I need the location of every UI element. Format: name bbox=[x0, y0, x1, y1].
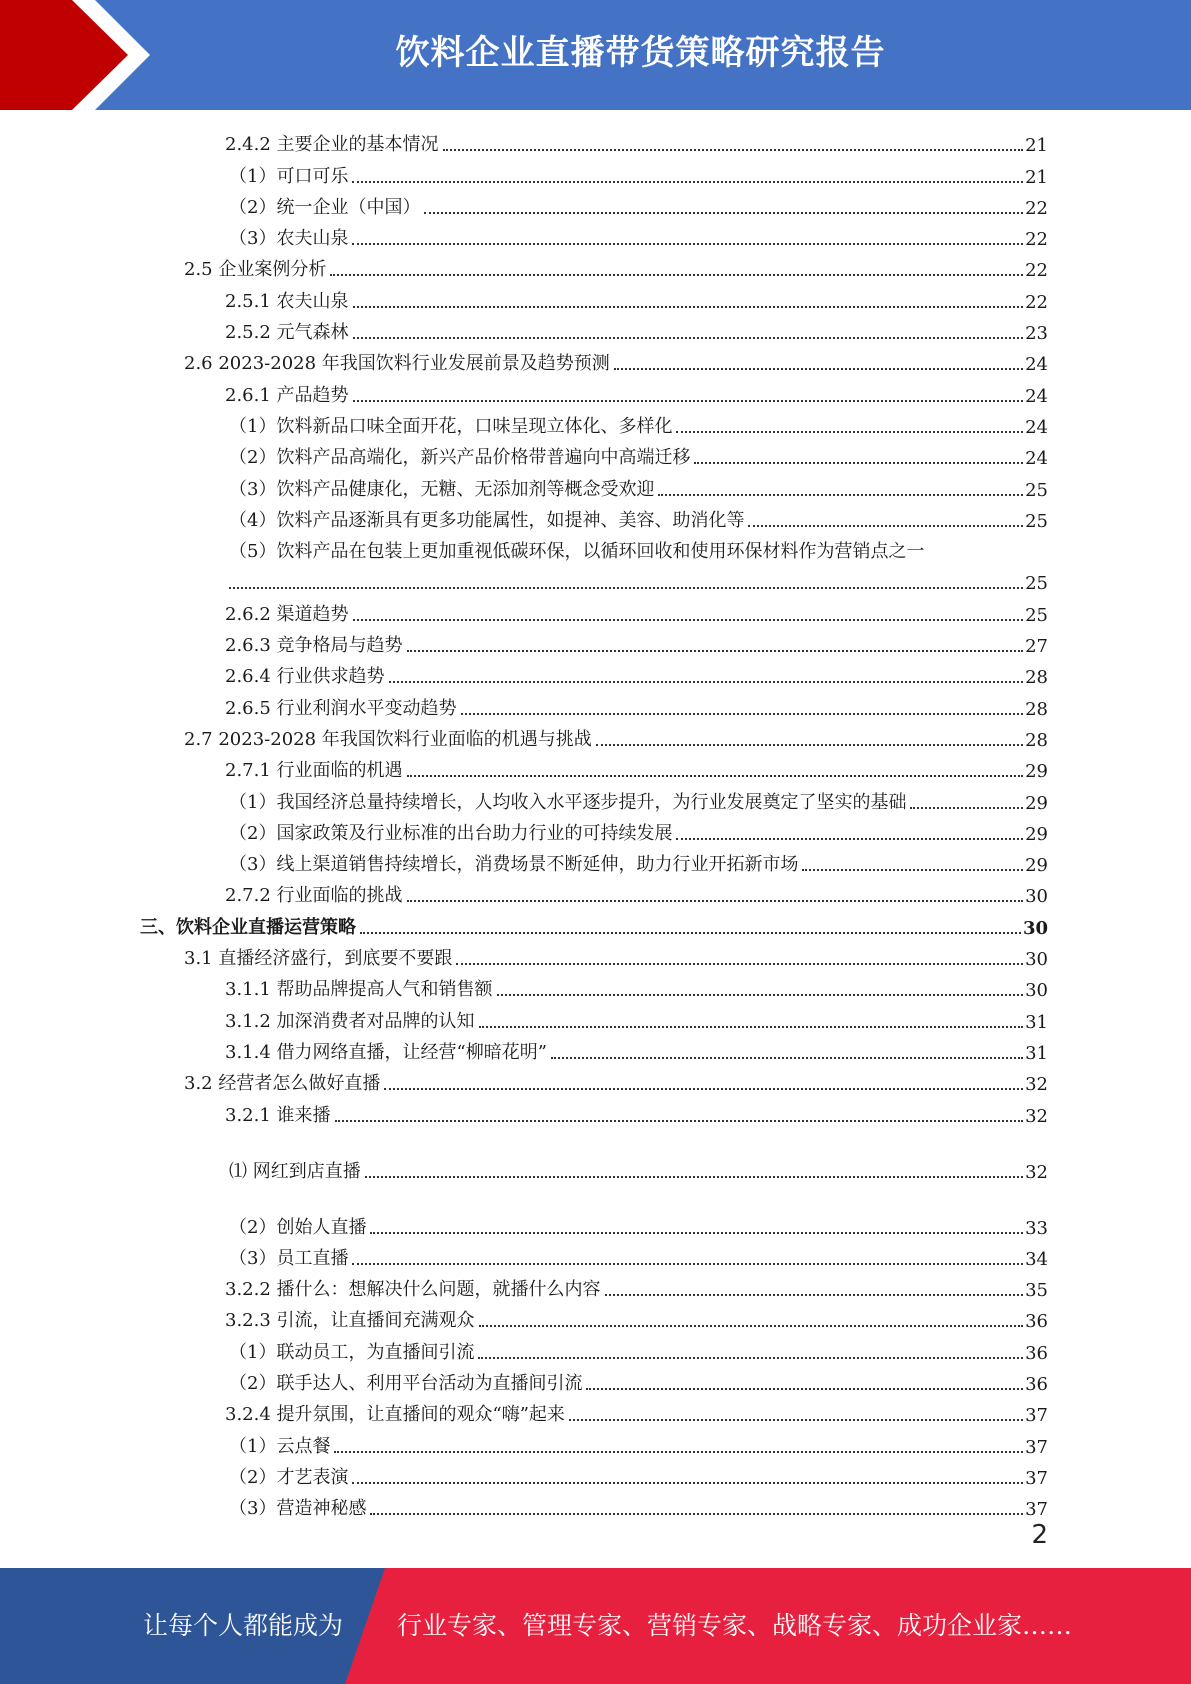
toc-dot-leader bbox=[479, 1325, 1024, 1327]
toc-entry[interactable] bbox=[140, 909, 1048, 940]
toc-entry-title: 2.6 2023-2028 年我国饮料行业发展前景及趋势预测 bbox=[184, 353, 610, 375]
toc-dot-leader bbox=[676, 431, 1023, 433]
toc-entry-title: 2.6.1 产品趋势 bbox=[225, 384, 349, 406]
toc-entry-title: 2.5 企业案例分析 bbox=[184, 259, 327, 281]
toc-entry-page: 28 bbox=[1025, 729, 1048, 751]
toc-entry[interactable] bbox=[140, 1366, 1048, 1397]
toc-dot-leader bbox=[330, 274, 1023, 276]
toc-entry-title: （3）线上渠道销售持续增长，消费场景不断延伸，助力行业开拓新市场 bbox=[229, 854, 799, 876]
toc-entry-title: 2.6.3 竞争格局与趋势 bbox=[225, 635, 403, 657]
toc-entry-title: 2.5.1 农夫山泉 bbox=[225, 290, 349, 312]
toc-entry-title: 3.1 直播经济盛行，到底要不要跟 bbox=[184, 948, 453, 970]
toc-entry[interactable] bbox=[140, 941, 1048, 972]
toc-dot-leader bbox=[910, 807, 1023, 809]
toc-dot-leader bbox=[407, 900, 1024, 902]
toc-entry-page: 29 bbox=[1025, 855, 1048, 877]
toc-entry-title: 2.5.2 元气森林 bbox=[225, 322, 349, 344]
toc-entry-title: 2.7.2 行业面临的挑战 bbox=[225, 885, 403, 907]
toc-entry[interactable] bbox=[140, 252, 1048, 283]
toc-entry-title: （2）联手达人、利用平台活动为直播间引流 bbox=[229, 1372, 583, 1394]
toc-entry-page: 22 bbox=[1025, 291, 1048, 313]
toc-dot-leader bbox=[605, 1294, 1024, 1296]
toc-entry[interactable] bbox=[140, 1491, 1048, 1522]
toc-entry[interactable] bbox=[140, 784, 1048, 815]
toc-dot-leader bbox=[461, 713, 1024, 715]
toc-entry-page: 22 bbox=[1025, 260, 1048, 282]
toc-dot-leader bbox=[353, 400, 1024, 402]
toc-entry-page: 30 bbox=[1025, 886, 1048, 908]
toc-entry-title: （4）饮料产品逐渐具有更多功能属性，如提神、美容、助消化等 bbox=[229, 509, 745, 531]
toc-entry[interactable] bbox=[140, 596, 1048, 627]
toc-entry[interactable] bbox=[140, 127, 1048, 158]
toc-entry-page: 25 bbox=[1025, 573, 1048, 595]
toc-dot-leader bbox=[478, 1357, 1023, 1359]
toc-entry-title: ⑴ 网红到店直播 bbox=[229, 1160, 361, 1182]
toc-entry-page: 22 bbox=[1025, 197, 1048, 219]
toc-dot-leader bbox=[456, 963, 1023, 965]
toc-entry[interactable] bbox=[140, 1397, 1048, 1428]
toc-entry[interactable] bbox=[140, 409, 1048, 440]
toc-entry[interactable] bbox=[140, 221, 1048, 252]
toc-entry-page: 37 bbox=[1025, 1436, 1048, 1458]
toc-entry-page: 22 bbox=[1025, 229, 1048, 251]
toc-entry[interactable] bbox=[140, 158, 1048, 189]
footer-slogan-right: 行业专家、管理专家、营销专家、战略专家、成功企业家…… bbox=[397, 1611, 1073, 1640]
toc-entry[interactable] bbox=[140, 1035, 1048, 1066]
toc-entry-title: （5）饮料产品在包装上更加重视低碳环保，以循环回收和使用环保材料作为营销点之一 bbox=[229, 541, 925, 563]
toc-entry-page: 31 bbox=[1025, 1042, 1048, 1064]
toc-dot-leader bbox=[229, 587, 1023, 589]
page-header bbox=[0, 0, 1191, 110]
toc-entry-title: （3）营造神秘感 bbox=[229, 1498, 367, 1520]
toc-entry-title: 3.1.4 借力网络直播，让经营“柳暗花明” bbox=[225, 1041, 547, 1063]
page-footer bbox=[0, 1568, 1191, 1684]
toc-entry[interactable] bbox=[140, 190, 1048, 221]
toc-dot-leader bbox=[335, 1120, 1024, 1122]
toc-entry[interactable] bbox=[140, 1428, 1048, 1459]
toc-entry-title: 2.6.4 行业供求趋势 bbox=[225, 666, 385, 688]
toc-entry[interactable] bbox=[140, 1066, 1048, 1097]
page-number: 2 bbox=[1031, 1520, 1048, 1550]
header-chevron-decoration bbox=[0, 0, 170, 110]
toc-dot-leader bbox=[407, 775, 1024, 777]
toc-entry-page: 36 bbox=[1025, 1373, 1048, 1395]
toc-entry-title: 2.7 2023-2028 年我国饮料行业面临的机遇与挑战 bbox=[184, 728, 592, 750]
toc-dot-leader bbox=[569, 1419, 1023, 1421]
toc-entry[interactable] bbox=[140, 471, 1048, 502]
toc-entry-page: 36 bbox=[1025, 1311, 1048, 1333]
toc-entry-page: 32 bbox=[1025, 1161, 1048, 1183]
toc-entry-page: 32 bbox=[1025, 1105, 1048, 1127]
toc-entry-title: （2）创始人直播 bbox=[229, 1216, 367, 1238]
toc-entry[interactable] bbox=[140, 628, 1048, 659]
toc-entry-page: 37 bbox=[1025, 1467, 1048, 1489]
toc-dot-leader bbox=[360, 932, 1021, 934]
toc-entry[interactable] bbox=[140, 847, 1048, 878]
toc-entry-page: 30 bbox=[1025, 949, 1048, 971]
toc-entry-title: （2）统一企业（中国） bbox=[229, 196, 421, 218]
toc-entry-page: 35 bbox=[1025, 1280, 1048, 1302]
toc-entry[interactable] bbox=[140, 1241, 1048, 1272]
toc-entry[interactable] bbox=[140, 346, 1048, 377]
toc-dot-leader bbox=[551, 1057, 1023, 1059]
toc-dot-leader bbox=[370, 1513, 1023, 1515]
toc-dot-leader bbox=[352, 1263, 1023, 1265]
toc-entry-page: 21 bbox=[1025, 135, 1048, 157]
toc-entry-title: 3.2.3 引流，让直播间充满观众 bbox=[225, 1310, 475, 1332]
toc-entry-title: 3.1.2 加深消费者对品牌的认知 bbox=[225, 1010, 475, 1032]
toc-entry[interactable] bbox=[140, 1303, 1048, 1334]
toc-entry[interactable] bbox=[140, 753, 1048, 784]
toc-entry-title: 2.6.2 渠道趋势 bbox=[225, 603, 349, 625]
toc-entry-page: 34 bbox=[1025, 1248, 1048, 1270]
toc-dot-leader bbox=[424, 212, 1023, 214]
toc-entry-page: 29 bbox=[1025, 792, 1048, 814]
toc-dot-leader bbox=[658, 494, 1023, 496]
toc-entry-page: 30 bbox=[1022, 917, 1048, 939]
toc-dot-leader bbox=[676, 838, 1023, 840]
toc-entry-title: 三、饮料企业直播运营策略 bbox=[140, 916, 356, 938]
toc-entry-page: 32 bbox=[1025, 1074, 1048, 1096]
toc-entry-title: （2）饮料产品高端化，新兴产品价格带普遍向中高端迁移 bbox=[229, 447, 691, 469]
toc-dot-leader bbox=[586, 1388, 1023, 1390]
toc-dot-leader bbox=[352, 1482, 1023, 1484]
toc-entry-page: 28 bbox=[1025, 698, 1048, 720]
toc-entry-title: 3.2 经营者怎么做好直播 bbox=[184, 1073, 381, 1095]
toc-entry-title: 3.2.2 播什么：想解决什么问题，就播什么内容 bbox=[225, 1279, 601, 1301]
toc-dot-leader bbox=[365, 1176, 1023, 1178]
toc-entry-title: 3.1.1 帮助品牌提高人气和销售额 bbox=[225, 979, 493, 1001]
toc-entry-title: （1）我国经济总量持续增长，人均收入水平逐步提升，为行业发展奠定了坚实的基础 bbox=[229, 791, 907, 813]
toc-entry-page: 24 bbox=[1025, 416, 1048, 438]
toc-entry-page: 30 bbox=[1025, 980, 1048, 1002]
table-of-contents bbox=[140, 127, 1048, 1522]
toc-dot-leader bbox=[370, 1232, 1023, 1234]
toc-entry[interactable] bbox=[140, 659, 1048, 690]
toc-entry[interactable] bbox=[140, 1003, 1048, 1034]
toc-entry-page: 37 bbox=[1025, 1499, 1048, 1521]
toc-dot-leader bbox=[353, 619, 1024, 621]
toc-entry[interactable] bbox=[140, 816, 1048, 847]
toc-entry-page: 24 bbox=[1025, 385, 1048, 407]
toc-dot-leader bbox=[407, 650, 1024, 652]
toc-entry[interactable] bbox=[140, 1129, 1048, 1185]
toc-dot-leader bbox=[352, 181, 1023, 183]
toc-entry[interactable] bbox=[140, 503, 1048, 534]
toc-entry-title: 2.6.5 行业利润水平变动趋势 bbox=[225, 697, 457, 719]
toc-dot-leader bbox=[384, 1088, 1023, 1090]
toc-entry[interactable] bbox=[140, 878, 1048, 909]
footer-slogan-left: 让每个人都能成为 bbox=[143, 1611, 344, 1640]
toc-dot-leader bbox=[353, 306, 1024, 308]
toc-entry-title: （3）农夫山泉 bbox=[229, 228, 349, 250]
toc-entry[interactable] bbox=[140, 690, 1048, 721]
toc-entry-page: 23 bbox=[1025, 323, 1048, 345]
toc-entry-title: （1）饮料新品口味全面开花，口味呈现立体化、多样化 bbox=[229, 415, 673, 437]
toc-entry[interactable] bbox=[140, 283, 1048, 314]
toc-entry-title: （1）可口可乐 bbox=[229, 165, 349, 187]
toc-entry-title: （2）国家政策及行业标准的出台助力行业的可持续发展 bbox=[229, 822, 673, 844]
toc-entry-page: 37 bbox=[1025, 1405, 1048, 1427]
toc-entry[interactable] bbox=[140, 1334, 1048, 1365]
toc-entry-page: 27 bbox=[1025, 636, 1048, 658]
toc-entry-title: （2）才艺表演 bbox=[229, 1466, 349, 1488]
toc-entry[interactable] bbox=[140, 440, 1048, 471]
toc-entry[interactable] bbox=[140, 1460, 1048, 1491]
toc-entry-page: 25 bbox=[1025, 604, 1048, 626]
toc-entry[interactable] bbox=[140, 1097, 1048, 1128]
toc-entry-page: 24 bbox=[1025, 354, 1048, 376]
toc-entry-page: 29 bbox=[1025, 823, 1048, 845]
toc-entry-title: 2.4.2 主要企业的基本情况 bbox=[225, 134, 439, 156]
report-title: 饮料企业直播带货策略研究报告 bbox=[395, 33, 886, 73]
toc-entry-page: 25 bbox=[1025, 510, 1048, 532]
toc-dot-leader bbox=[443, 149, 1024, 151]
toc-entry-page: 36 bbox=[1025, 1342, 1048, 1364]
toc-entry-page: 25 bbox=[1025, 479, 1048, 501]
toc-entry-page: 21 bbox=[1025, 166, 1048, 188]
toc-entry-title: 3.2.4 提升氛围，让直播间的观众“嗨”起来 bbox=[225, 1404, 565, 1426]
toc-entry[interactable] bbox=[140, 315, 1048, 346]
toc-dot-leader bbox=[497, 994, 1024, 996]
toc-entry-page: 33 bbox=[1025, 1217, 1048, 1239]
toc-entry[interactable] bbox=[140, 972, 1048, 1003]
toc-entry[interactable] bbox=[140, 534, 1048, 597]
toc-dot-leader bbox=[748, 525, 1023, 527]
toc-dot-leader bbox=[352, 243, 1023, 245]
toc-entry-title: （1）联动员工，为直播间引流 bbox=[229, 1341, 475, 1363]
toc-entry-title: （1）云点餐 bbox=[229, 1435, 331, 1457]
toc-dot-leader bbox=[389, 681, 1024, 683]
toc-dot-leader bbox=[694, 462, 1023, 464]
toc-entry-page: 28 bbox=[1025, 667, 1048, 689]
toc-entry[interactable] bbox=[140, 1185, 1048, 1241]
toc-entry[interactable] bbox=[140, 377, 1048, 408]
toc-entry-page: 24 bbox=[1025, 448, 1048, 470]
toc-dot-leader bbox=[334, 1451, 1023, 1453]
toc-dot-leader bbox=[614, 368, 1023, 370]
toc-entry-title: 3.2.1 谁来播 bbox=[225, 1104, 331, 1126]
toc-entry-title: 2.7.1 行业面临的机遇 bbox=[225, 760, 403, 782]
toc-dot-leader bbox=[596, 744, 1023, 746]
toc-entry-title: （3）饮料产品健康化，无糖、无添加剂等概念受欢迎 bbox=[229, 478, 655, 500]
toc-dot-leader bbox=[479, 1026, 1024, 1028]
toc-entry[interactable] bbox=[140, 722, 1048, 753]
toc-dot-leader bbox=[802, 869, 1023, 871]
toc-entry[interactable] bbox=[140, 1272, 1048, 1303]
toc-entry-page: 29 bbox=[1025, 761, 1048, 783]
toc-entry-page: 31 bbox=[1025, 1011, 1048, 1033]
toc-entry-title: （3）员工直播 bbox=[229, 1247, 349, 1269]
toc-dot-leader bbox=[353, 337, 1024, 339]
